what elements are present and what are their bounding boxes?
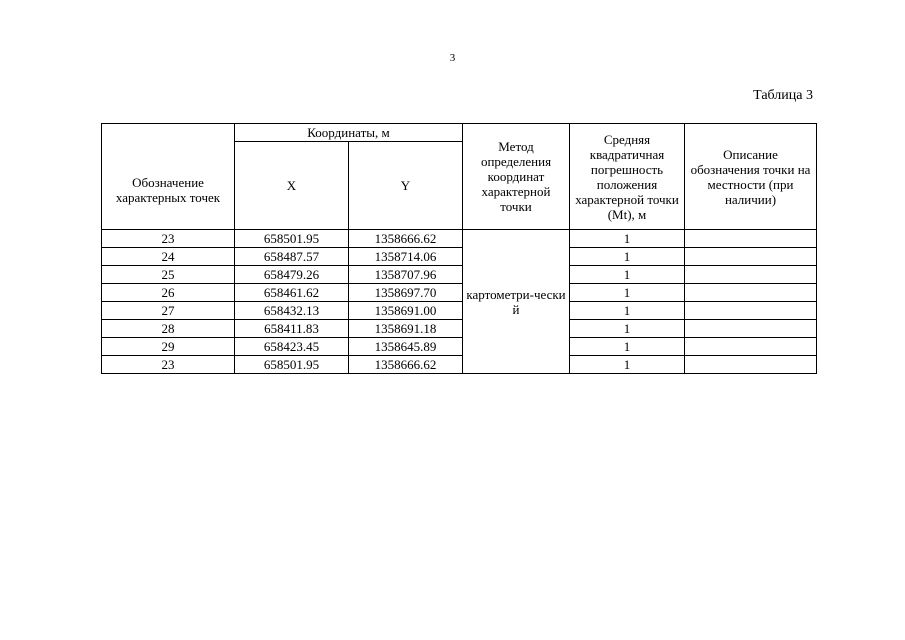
table-row bbox=[102, 248, 817, 266]
cell-point: 29 bbox=[102, 338, 235, 356]
cell-description bbox=[685, 284, 817, 302]
cell-y: 1358666.62 bbox=[349, 356, 463, 374]
cell-rmse: 1 bbox=[570, 266, 685, 284]
table-row bbox=[102, 302, 817, 320]
header-description: Описание обозначения точки на местности (при наличии) bbox=[685, 124, 817, 230]
cell-x: 658479.26 bbox=[235, 266, 349, 284]
header-x: X bbox=[235, 142, 349, 230]
cell-rmse: 1 bbox=[570, 356, 685, 374]
table-row bbox=[102, 266, 817, 284]
cell-x: 658501.95 bbox=[235, 356, 349, 374]
cell-rmse: 1 bbox=[570, 338, 685, 356]
cell-x: 658432.13 bbox=[235, 302, 349, 320]
cell-point: 23 bbox=[102, 356, 235, 374]
cell-y: 1358666.62 bbox=[349, 230, 463, 248]
cell-point: 24 bbox=[102, 248, 235, 266]
cell-description bbox=[685, 230, 817, 248]
table-row bbox=[102, 284, 817, 302]
header-point-designation: Обозначение характерных точек bbox=[102, 124, 235, 230]
cell-point: 23 bbox=[102, 230, 235, 248]
cell-y: 1358691.18 bbox=[349, 320, 463, 338]
table-caption: Таблица 3 bbox=[753, 88, 813, 103]
cell-point: 28 bbox=[102, 320, 235, 338]
cell-y: 1358697.70 bbox=[349, 284, 463, 302]
table-row bbox=[102, 230, 817, 248]
header-rmse: Средняя квадратичная погрешность положения характерной точки (Mt), м bbox=[570, 124, 685, 230]
cell-description bbox=[685, 302, 817, 320]
cell-x: 658411.83 bbox=[235, 320, 349, 338]
table-row bbox=[102, 356, 817, 374]
header-coordinates: Координаты, м bbox=[235, 124, 463, 142]
cell-rmse: 1 bbox=[570, 284, 685, 302]
cell-x: 658501.95 bbox=[235, 230, 349, 248]
header-y: Y bbox=[349, 142, 463, 230]
coordinates-table bbox=[101, 123, 817, 374]
cell-x: 658461.62 bbox=[235, 284, 349, 302]
cell-point: 26 bbox=[102, 284, 235, 302]
cell-description bbox=[685, 356, 817, 374]
cell-description bbox=[685, 338, 817, 356]
cell-description bbox=[685, 248, 817, 266]
table-row bbox=[102, 320, 817, 338]
cell-x: 658487.57 bbox=[235, 248, 349, 266]
cell-y: 1358707.96 bbox=[349, 266, 463, 284]
page-number: 3 bbox=[449, 52, 456, 64]
cell-point: 27 bbox=[102, 302, 235, 320]
cell-description bbox=[685, 320, 817, 338]
table-row bbox=[102, 338, 817, 356]
cell-y: 1358714.06 bbox=[349, 248, 463, 266]
cell-rmse: 1 bbox=[570, 302, 685, 320]
cell-y: 1358645.89 bbox=[349, 338, 463, 356]
cell-method: картометри-ческий bbox=[463, 230, 570, 374]
header-method: Метод определения координат характерной точки bbox=[463, 124, 570, 230]
cell-y: 1358691.00 bbox=[349, 302, 463, 320]
cell-rmse: 1 bbox=[570, 248, 685, 266]
cell-rmse: 1 bbox=[570, 320, 685, 338]
cell-rmse: 1 bbox=[570, 230, 685, 248]
cell-point: 25 bbox=[102, 266, 235, 284]
cell-x: 658423.45 bbox=[235, 338, 349, 356]
cell-description bbox=[685, 266, 817, 284]
